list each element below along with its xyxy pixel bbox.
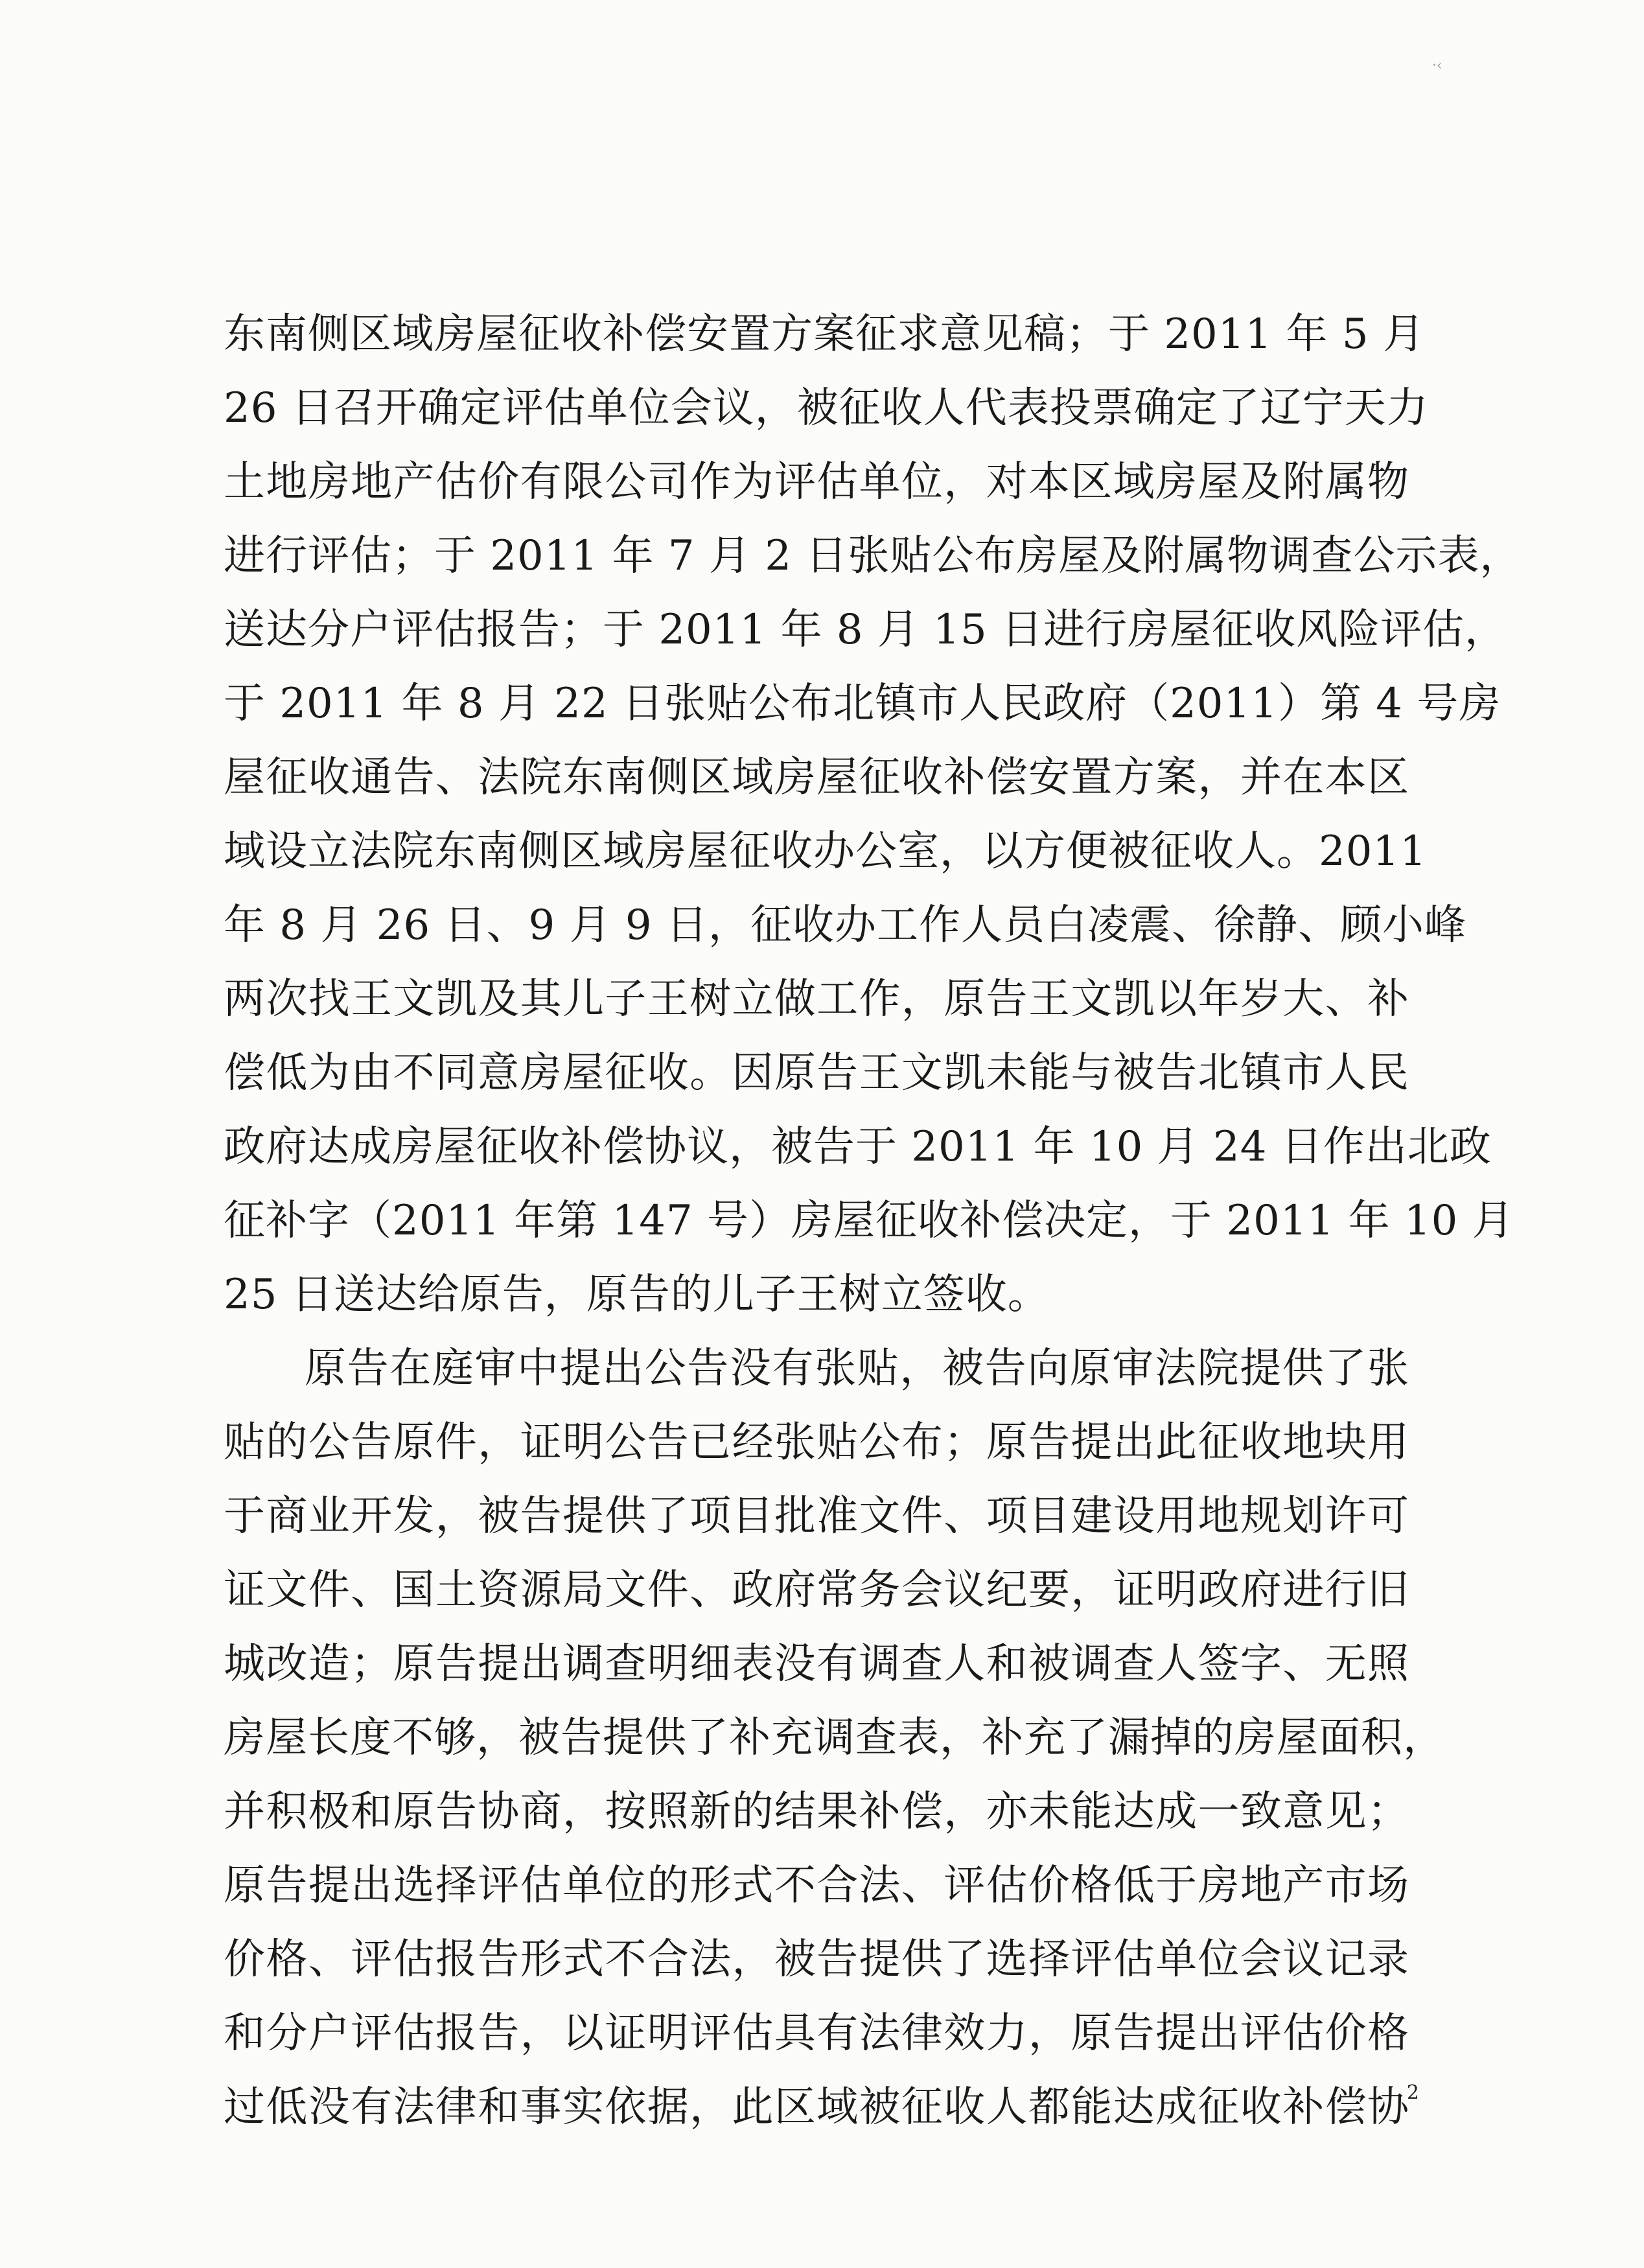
- paragraph-line: 域设立法院东南侧区域房屋征收办公室，以方便被征收人。2011: [224, 827, 1427, 875]
- paragraph-line: 屋征收通告、法院东南侧区域房屋征收补偿安置方案，并在本区: [224, 754, 1409, 802]
- paragraph-line: 政府达成房屋征收补偿协议，被告于 2011 年 10 月 24 日作出北政: [224, 1123, 1492, 1171]
- paragraph-line: 原告提出选择评估单位的形式不合法、评估价格低于房地产市场: [224, 1862, 1409, 1910]
- paragraph-line: 25 日送达给原告，原告的儿子王树立签收。: [224, 1271, 1050, 1319]
- paragraph-line: 偿低为由不同意房屋征收。因原告王文凯未能与被告北镇市人民: [224, 1049, 1409, 1097]
- paragraph-line: 于商业开发，被告提供了项目批准文件、项目建设用地规划许可: [224, 1492, 1409, 1540]
- paragraph-line: 送达分户评估报告；于 2011 年 8 月 15 日进行房屋征收风险评估，: [224, 606, 1507, 654]
- paragraph-line: 城改造；原告提出调查明细表没有调查人和被调查人签字、无照: [224, 1640, 1409, 1688]
- paragraph-line: 土地房地产估价有限公司作为评估单位，对本区域房屋及附属物: [224, 458, 1409, 506]
- scan-mark: ·‹: [1432, 58, 1442, 74]
- paragraph-line: 和分户评估报告，以证明评估具有法律效力，原告提出评估价格: [224, 2009, 1409, 2057]
- paragraph-line: 过低没有法律和事实依据，此区域被征收人都能达成征收补偿协: [224, 2083, 1409, 2131]
- paragraph-line: 26 日召开确定评估单位会议，被征收人代表投票确定了辽宁天力: [224, 384, 1429, 432]
- paragraph-line: 房屋长度不够，被告提供了补充调查表，补充了漏掉的房屋面积，: [224, 1714, 1445, 1762]
- paragraph-line: 贴的公告原件，证明公告已经张贴公布；原告提出此征收地块用: [224, 1418, 1409, 1466]
- paragraph-line: 原告在庭审中提出公告没有张贴，被告向原审法院提供了张: [305, 1345, 1409, 1393]
- paragraph-line: 进行评估；于 2011 年 7 月 2 日张贴公布房屋及附属物调查公示表，: [224, 532, 1522, 580]
- paragraph-line: 价格、评估报告形式不合法，被告提供了选择评估单位会议记录: [224, 1936, 1409, 1984]
- paragraph-line: 东南侧区域房屋征收补偿安置方案征求意见稿；于 2011 年 5 月: [224, 310, 1425, 358]
- paragraph-line: 并积极和原告协商，按照新的结果补偿，亦未能达成一致意见；: [224, 1788, 1409, 1836]
- paragraph-line: 年 8 月 26 日、9 月 9 日，征收办工作人员白凌震、徐静、顾小峰: [224, 901, 1466, 949]
- paragraph-line: 于 2011 年 8 月 22 日张贴公布北镇市人民政府（2011）第 4 号房: [224, 680, 1501, 728]
- paragraph-line: 证文件、国土资源局文件、政府常务会议纪要，证明政府进行旧: [224, 1566, 1409, 1614]
- paragraph-line: 征补字（2011 年第 147 号）房屋征收补偿决定，于 2011 年 10 月: [224, 1197, 1514, 1245]
- page-number: 2: [1406, 2081, 1419, 2104]
- paragraph-line: 两次找王文凯及其儿子王树立做工作，原告王文凯以年岁大、补: [224, 975, 1409, 1023]
